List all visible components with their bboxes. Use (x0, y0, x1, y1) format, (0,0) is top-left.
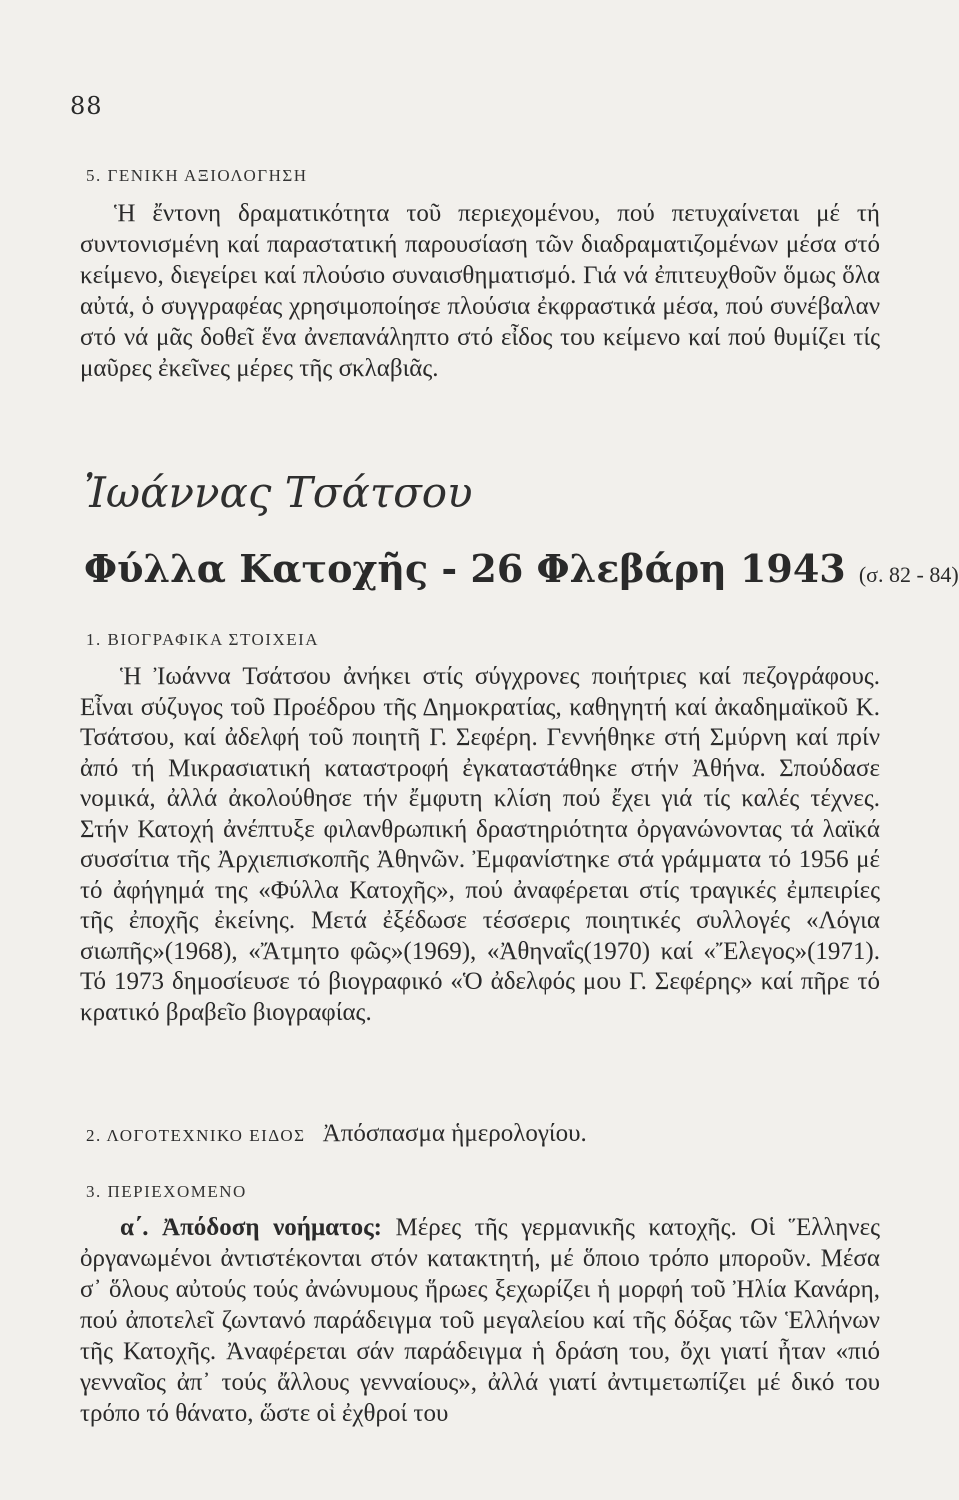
section-heading-literary-genre: 2. ΛΟΓΟΤΕΧΝΙΚΟ ΕΙΔΟΣ (86, 1126, 306, 1145)
content-text: Μέρες τῆς γερμανικῆς κατοχῆς. Οἱ Ἕλληνες ὀργανωμένοι ἀντιστέκονται στόν κατακτητή, μέ ὅποιο τρόπο μποροῦν. Μέσα σ᾽ ὅλους αὐτούς τούς ἀνώνυμους ἥρωες ξεχωρίζει ἡ μορφή τοῦ Ἠλία Κανάρη, πού ἀποτελεῖ ζωντανό παράδειγμα τοῦ μεγαλείου καί τῆς δόξας τῶν Ἑλλήνων τῆς Κατοχῆς. Ἀναφέρεται σάν παράδειγμα ἡ δράση του, ὄχι γιατί ἦταν «πιό γενναῖος ἀπ᾽ τούς ἄλλους γενναίους», ἀλλά γιατί ἀντιμετωπίζει μέ δικό του τρόπο τό θάνατο, ὥστε οἱ ἐχθροί του (80, 1214, 881, 1427)
general-evaluation-paragraph: Ἡ ἔντονη δραματικότητα τοῦ περιεχομένου, πού πετυχαίνεται μέ τή συντονισμένη καί παραστατική παρουσίαση τῶν διαδραματιζομένων μέσα στό κείμενο, διεγείρει καί πλούσιο συναισθηματισμό. Γιά νά ἐπιτευχθοῦν ὅμως ὅλα αὐτά, ὁ συγγραφέας χρησιμοποίησε πλούσια ἐκφραστικά μέσα, πού συνέβαλαν στό νά μᾶς δοθεῖ ἕνα ἀνεπανάληπτο στό εἶδος του κείμενο καί πού θυμίζει τίς μαῦρες ἐκεῖνες μέρες τῆς σκλαβιᾶς. (80, 200, 880, 382)
section-heading-general-evaluation: 5. ΓΕΝΙΚΗ ΑΞΙΟΛΟΓΗΣΗ (86, 166, 308, 185)
work-title-line (84, 546, 959, 591)
page-reference: (σ. 82 - 84) (858, 562, 959, 587)
literary-genre-line (86, 1120, 587, 1148)
work-title: Φύλλα Κατοχῆς - 26 Φλεβάρη 1943 (84, 546, 846, 591)
section-heading-biography: 1. ΒΙΟΓΡΑΦΙΚΑ ΣΤΟΙΧΕΙΑ (86, 630, 320, 649)
meaning-rendering-label: α΄. Ἀπόδοση νοήματος: (120, 1214, 382, 1241)
content-paragraph (80, 1212, 880, 1429)
biography-paragraph: Ἡ Ἰωάννα Τσάτσου ἀνήκει στίς σύγχρονες ποιήτριες καί πεζογράφους. Εἶναι σύζυγος τοῦ Προέδρου τῆς Δημοκρατίας, καθηγητή καί ἀκαδημαϊκοῦ Κ. Τσάτσου, καί ἀδελφή τοῦ ποιητῆ Γ. Σεφέρη. Γεννήθηκε στή Σμύρνη καί πρίν ἀπό τή Μικρασιατική καταστροφή ἐγκαταστάθηκε στήν Ἀθήνα. Σπούδασε νομικά, ἀλλά ἀκολούθησε τήν ἔμφυτη κλίση πού ἔχει γιά τίς καλές τέχνες. Στήν Κατοχή ἀνέπτυξε φιλανθρωπική δραστηριότητα ὀργανώνοντας τά λαϊκά συσσίτια τῆς Ἀρχιεπισκοπῆς Ἀθηνῶν. Ἐμφανίστηκε στά γράμματα τό 1956 μέ τό ἀφήγημά της «Φύλλα Κατοχῆς», πού ἀναφέρεται στίς τραγικές ἐμπειρίες τῆς ἐποχῆς ἐκείνης. Μετά ἐξέδωσε τέσσερις ποιητικές συλλογές «Λόγια σιωπῆς»(1968), «Ἄτμητο φῶς»(1969), «Ἀθηναΐς(1970) καί «Ἔλεγος»(1971). Τό 1973 δημοσίευσε τό βιογραφικό «Ὁ ἀδελφός μου Γ. Σεφέρης» καί πῆρε τό κρατικό βραβεῖο βιογραφίας. (80, 663, 880, 1026)
literary-genre-value: Ἀπόσπασμα ἡμερολογίου. (322, 1120, 587, 1147)
page-number: 88 (70, 92, 103, 120)
author-name: Ἰωάννας Τσάτσου (84, 468, 473, 517)
section-heading-content: 3. ΠΕΡΙΕΧΟΜΕΝΟ (86, 1182, 247, 1201)
